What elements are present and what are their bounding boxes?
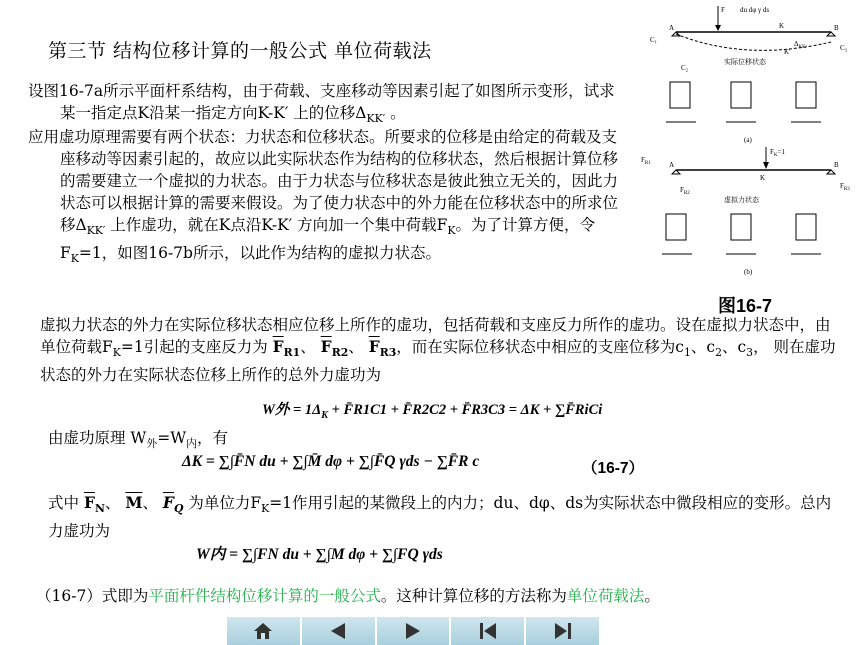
svg-text:ΔKK′: $\Delta_{KK'}$ bbox=[794, 40, 807, 50]
svg-text:A: A bbox=[669, 24, 675, 32]
last-button[interactable] bbox=[526, 617, 599, 645]
prev-icon bbox=[327, 621, 349, 641]
svg-text:FR1: $F_{R1}$ bbox=[641, 156, 651, 166]
svg-text:(a): (a) bbox=[744, 136, 752, 144]
highlight-unit-load-method: 单位荷载法 bbox=[566, 587, 645, 605]
virtual-work-principle-line: 由虚功原理 $W_外=W_内$，有 bbox=[48, 429, 228, 451]
svg-text:(b): (b) bbox=[744, 268, 753, 276]
first-button[interactable] bbox=[451, 617, 526, 645]
first-icon bbox=[477, 621, 499, 641]
actual-state-diagram bbox=[650, 6, 848, 144]
svg-text:FR3: $F_{R3}$ bbox=[840, 182, 850, 192]
equation-work-internal: W内 = ∑∫FN du + ∑∫M dφ + ∑∫FQ γds bbox=[196, 546, 443, 563]
figure-label: 图16-7 bbox=[718, 296, 773, 316]
svg-text:K: K bbox=[760, 174, 766, 182]
svg-text:A: A bbox=[669, 161, 675, 169]
home-button[interactable] bbox=[227, 617, 302, 645]
virtual-state-diagram bbox=[641, 147, 850, 276]
svg-text:F: F bbox=[721, 6, 725, 14]
svg-text:K: K bbox=[779, 22, 785, 30]
nav-bar bbox=[227, 617, 599, 645]
prev-button[interactable] bbox=[302, 617, 377, 645]
svg-text:C₂: C₂ bbox=[681, 64, 689, 72]
body-paragraph-4: 式中 $\overline{F}_N$、 $\overline{M}$、 $\overline{F}_Q$ 为单位力$F_K=1$作用引起的某微段上的内力；du、dφ、ds为实际状态中微段相应的变形。总内力虚功为 bbox=[48, 493, 832, 541]
svg-text:实际位移状态: 实际位移状态 bbox=[724, 58, 766, 66]
svg-text:FK=1: $F_K=1$ bbox=[770, 148, 785, 158]
svg-text:K′: K′ bbox=[784, 48, 791, 56]
svg-text:C₁: C₁ bbox=[650, 36, 658, 44]
equation-16-7: ΔK = ∑∫F̄N du + ∑∫M̄ dφ + ∑∫F̄Q γds − ∑F̄R c bbox=[182, 453, 480, 470]
svg-text:B: B bbox=[834, 24, 839, 32]
intro-paragraph-2: 应用虚功原理需要有两个状态：力状态和位移状态。所要求的位移是由给定的荷载及支座移动等因素引起的，故应以此实际状态作为结构的位移状态，然后根据计算位移的需要建立一个虚拟的力状态。由于力状态与位移状态是彼此独立无关的，因此力状态可以根据计算的需要来假设。为了使力状态中的外力能在位移状态中的所求位移$\Delta_{KK'}$ 上作虚功，就在K点沿K-K′ 方向加一个集中荷载$F_K$。为了计算方便，令$F_K=1$，如图16-7b所示，以此作为结构的虚拟力状态。 bbox=[28, 128, 619, 266]
svg-text:FR2: $F_{R2}$ bbox=[680, 186, 690, 196]
svg-text:B: B bbox=[834, 161, 839, 169]
last-icon bbox=[552, 621, 574, 641]
highlight-general-formula: 平面杆件结构位移计算的一般公式 bbox=[148, 587, 381, 605]
conclusion-line: （16-7）式即为平面杆件结构位移计算的一般公式。这种计算位移的方法称为单位荷载法。 bbox=[36, 587, 660, 605]
next-icon bbox=[402, 621, 424, 641]
svg-text:虚拟力状态: 虚拟力状态 bbox=[724, 196, 759, 204]
figure-16-7 bbox=[636, 2, 858, 292]
svg-text:C₃: C₃ bbox=[840, 44, 848, 52]
svg-text:du dφ γ ds: du dφ γ ds bbox=[740, 6, 770, 14]
next-button[interactable] bbox=[377, 617, 452, 645]
body-paragraph-3: 虚拟力状态的外力在实际位移状态相应位移上所作的虚功，包括荷载和支座反力所作的虚功。设在虚拟力状态中，由单位荷载$F_K=1$引起的支座反力为 $\overline{F}_{R1}$、 $\overline{F}_{R2}$、 $\overline{F}_{R3}$，而在实际位移状态中相应的支座位移为$c_1$、$c_2$、$c_3$， 则在虚功状态的外力在实际状态位移上所作的总外力虚功为 bbox=[40, 316, 836, 385]
page-title: 第三节 结构位移计算的一般公式 单位荷载法 bbox=[48, 40, 432, 62]
home-icon bbox=[252, 621, 274, 641]
intro-paragraph-1: 设图16-7a所示平面杆系结构，由于荷载、支座移动等因素引起了如图所示变形，试求某一指定点K沿某一指定方向K-K′ 上的位移$\Delta_{KK'}$ 。 bbox=[28, 82, 615, 126]
equation-work-external: W外 = $1\Delta_K$ + F̄R1C1 + F̄R2C2 + F̄R3C3 = ΔK + ∑F̄RiCi bbox=[262, 402, 603, 421]
equation-number: （16-7） bbox=[582, 460, 645, 477]
